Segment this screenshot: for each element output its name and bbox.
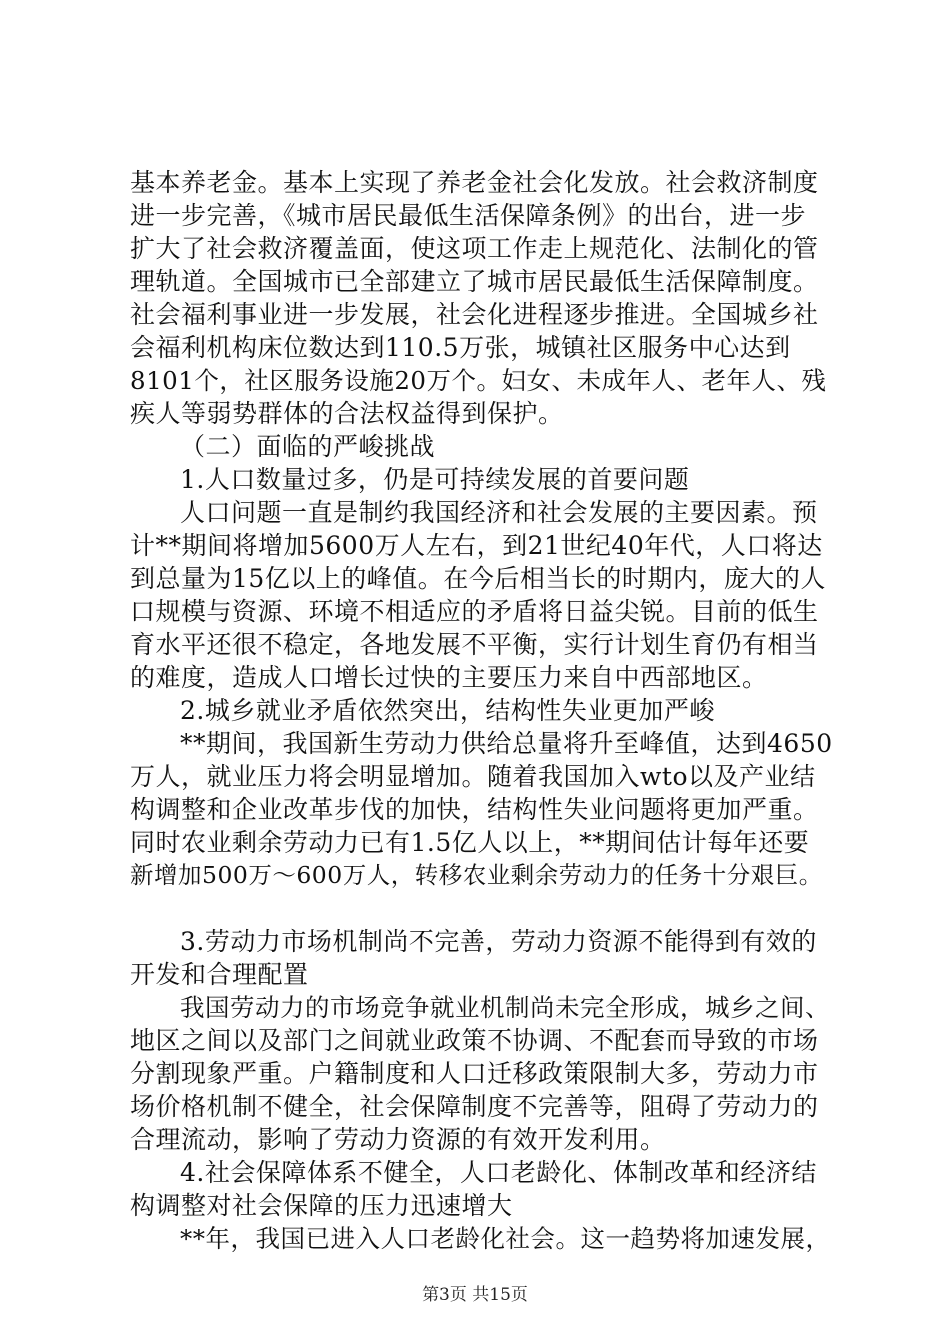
text-line: 万人，就业压力将会明显增加。随着我国加入wto以及产业结 (130, 762, 816, 791)
text-line: 分割现象严重。户籍制度和人口迁移政策限制大多，劳动力市 (130, 1059, 819, 1088)
text-line: 合理流动，影响了劳动力资源的有效开发利用。 (130, 1125, 666, 1154)
text-line: 育水平还很不稳定，各地发展不平衡，实行计划生育仍有相当 (130, 630, 819, 659)
section-heading: （二）面临的严峻挑战 (180, 432, 436, 461)
text-line: 同时农业剩余劳动力已有1.5亿人以上，**期间估计每年还要 (130, 828, 810, 857)
text-line: 计**期间将增加5600万人左右，到21世纪40年代，人口将达 (130, 531, 823, 560)
text-line: **年，我国已进入人口老龄化社会。这一趋势将加速发展， (180, 1224, 831, 1253)
text-line: 扩大了社会救济覆盖面，使这项工作走上规范化、法制化的管 (130, 234, 819, 263)
text-line: 社会福利事业进一步发展，社会化进程逐步推进。全国城乡社 (130, 300, 819, 329)
text-line: 构调整和企业改革步伐的加快，结构性失业问题将更加严重。 (130, 795, 819, 824)
subsection-heading: 4.社会保障体系不健全，人口老龄化、体制改革和经济结 (180, 1158, 817, 1187)
text-line: 进一步完善，《城市居民最低生活保障条例》的出台，进一步 (130, 201, 807, 230)
subsection-heading-continued: 构调整对社会保障的压力迅速增大 (130, 1191, 513, 1220)
text-line: 地区之间以及部门之间就业政策不协调、不配套而导致的市场 (130, 1026, 819, 1055)
text-line: 我国劳动力的市场竞争就业机制尚未完全形成，城乡之间、 (180, 993, 830, 1022)
subsection-heading: 2.城乡就业矛盾依然突出，结构性失业更加严峻 (180, 696, 715, 725)
text-line: 会福利机构床位数达到110.5万张，城镇社区服务中心达到 (130, 333, 791, 362)
text-line: 口规模与资源、环境不相适应的矛盾将日益尖锐。目前的低生 (130, 597, 819, 626)
document-body (130, 166, 835, 1255)
text-line: 8101个，社区服务设施20万个。妇女、未成年人、老年人、残 (130, 366, 827, 395)
text-line: 场价格机制不健全，社会保障制度不完善等，阻碍了劳动力的 (130, 1092, 819, 1121)
text-line: 新增加500万～600万人，转移农业剩余劳动力的任务十分艰巨。 (130, 861, 823, 889)
page-number-footer: 第3页 共15页 (422, 1285, 528, 1305)
subsection-heading: 1.人口数量过多，仍是可持续发展的首要问题 (180, 465, 690, 494)
text-line: 到总量为15亿以上的峰值。在今后相当长的时期内，庞大的人 (130, 564, 826, 593)
subsection-heading-continued: 开发和合理配置 (130, 960, 309, 989)
text-line: 基本养老金。基本上实现了养老金社会化发放。社会救济制度 (130, 168, 819, 197)
subsection-heading: 3.劳动力市场机制尚不完善，劳动力资源不能得到有效的 (180, 927, 817, 956)
text-line: 的难度，造成人口增长过快的主要压力来自中西部地区。 (130, 663, 768, 692)
text-line: **期间，我国新生劳动力供给总量将升至峰值，达到4650 (180, 729, 833, 758)
text-line: 理轨道。全国城市已全部建立了城市居民最低生活保障制度。 (130, 267, 819, 296)
text-line: 人口问题一直是制约我国经济和社会发展的主要因素。预 (180, 498, 818, 527)
blank-line (130, 892, 835, 925)
text-line: 疾人等弱势群体的合法权益得到保护。 (130, 399, 564, 428)
